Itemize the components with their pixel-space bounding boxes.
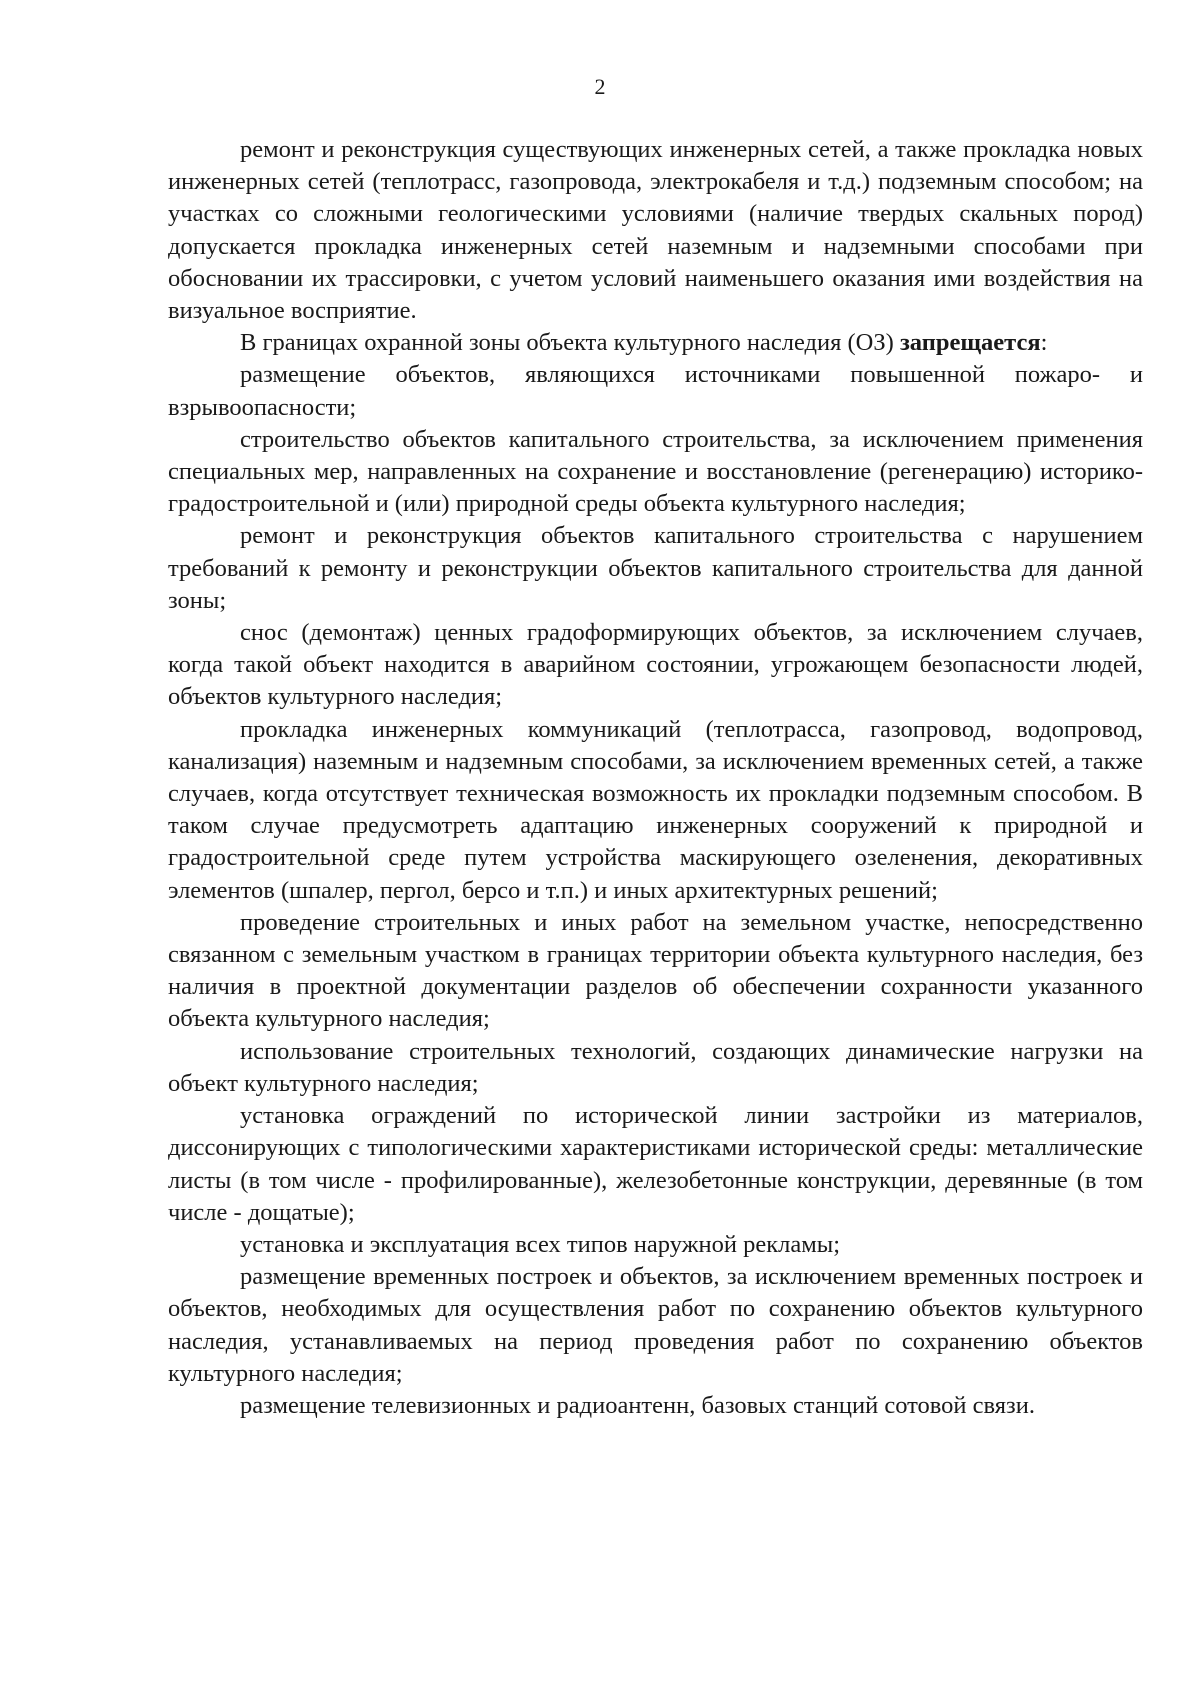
page-number: 2 — [594, 74, 606, 99]
paragraph-dynamic-loads: использование строительных технологий, создающих динамические нагрузки на объект культурного наследия; — [168, 1037, 1143, 1097]
paragraph-antennas: размещение телевизионных и радиоантенн, базовых станций сотовой связи. — [240, 1391, 1035, 1419]
intro-colon: : — [1040, 329, 1048, 357]
paragraph-protection-zone-intro — [168, 327, 1143, 359]
intro-text: В границах охранной зоны объекта культурного наследия (ОЗ) — [240, 329, 900, 357]
document-body — [168, 134, 1143, 1422]
paragraph-temporary-buildings: размещение временных построек и объектов, за исключением временных построек и объектов, необходимых для осуществления работ по сохранению объектов культурного наследия, устанавливаемых на период проведения работ по сохранению объектов культурного наследия; — [168, 1263, 1143, 1387]
paragraph-repair-reconstruction: ремонт и реконструкция объектов капитального строительства с нарушением требований к ремонту и реконструкции объектов капитального строительства для данной зоны; — [168, 522, 1143, 614]
prohibited-keyword: запрещается — [899, 329, 1041, 357]
paragraph-fire-hazard-objects: размещение объектов, являющихся источниками повышенной пожаро- и взрывоопасности; — [168, 361, 1143, 421]
paragraph-fences: установка ограждений по исторической линии застройки из материалов, диссонирующих с типологическими характеристиками исторической среды: металлические листы (в том числе - профилированные), железобетонные конструкции, деревянные (в том числе - дощатые); — [168, 1102, 1143, 1226]
paragraph-engineering-communications: прокладка инженерных коммуникаций (теплотрасса, газопровод, водопровод, канализация) наземным и надземным способами, за исключением временных сетей, а также случаев, когда отсутствует техническая возможность их прокладки подземным способом. В таком случае предусмотреть адаптацию инженерных сооружений к природной и градостроительной среде путем устройства маскирующего озеленения, декоративных элементов (шпалер, пергол, берсо и т.п.) и иных архитектурных решений; — [168, 715, 1143, 904]
paragraph-outdoor-advertising: установка и эксплуатация всех типов наружной рекламы; — [240, 1230, 841, 1258]
paragraph-demolition: снос (демонтаж) ценных градоформирующих объектов, за исключением случаев, когда такой объект находится в аварийном состоянии, угрожающем безопасности людей, объектов культурного наследия; — [168, 619, 1143, 711]
paragraph-utility-networks-repair: ремонт и реконструкция существующих инженерных сетей, а также прокладка новых инженерных сетей (теплотрасс, газопровода, электрокабеля и т.д.) подземным способом; на участках со сложными геологическими условиями (наличие твердых скальных пород) допускается прокладка инженерных сетей наземным и надземными способами при обосновании их трассировки, с учетом условий наименьшего оказания ими воздействия на визуальное восприятие. — [168, 136, 1143, 325]
paragraph-capital-construction: строительство объектов капитального строительства, за исключением применения специальных мер, направленных на сохранение и восстановление (регенерацию) историко-градостроительной и (или) природной среды объекта культурного наследия; — [168, 425, 1143, 518]
paragraph-construction-works: проведение строительных и иных работ на земельном участке, непосредственно связанном с земельным участком в границах территории объекта культурного наследия, без наличия в проектной документации разделов об обеспечении сохранности указанного объекта культурного наследия; — [168, 908, 1143, 1033]
